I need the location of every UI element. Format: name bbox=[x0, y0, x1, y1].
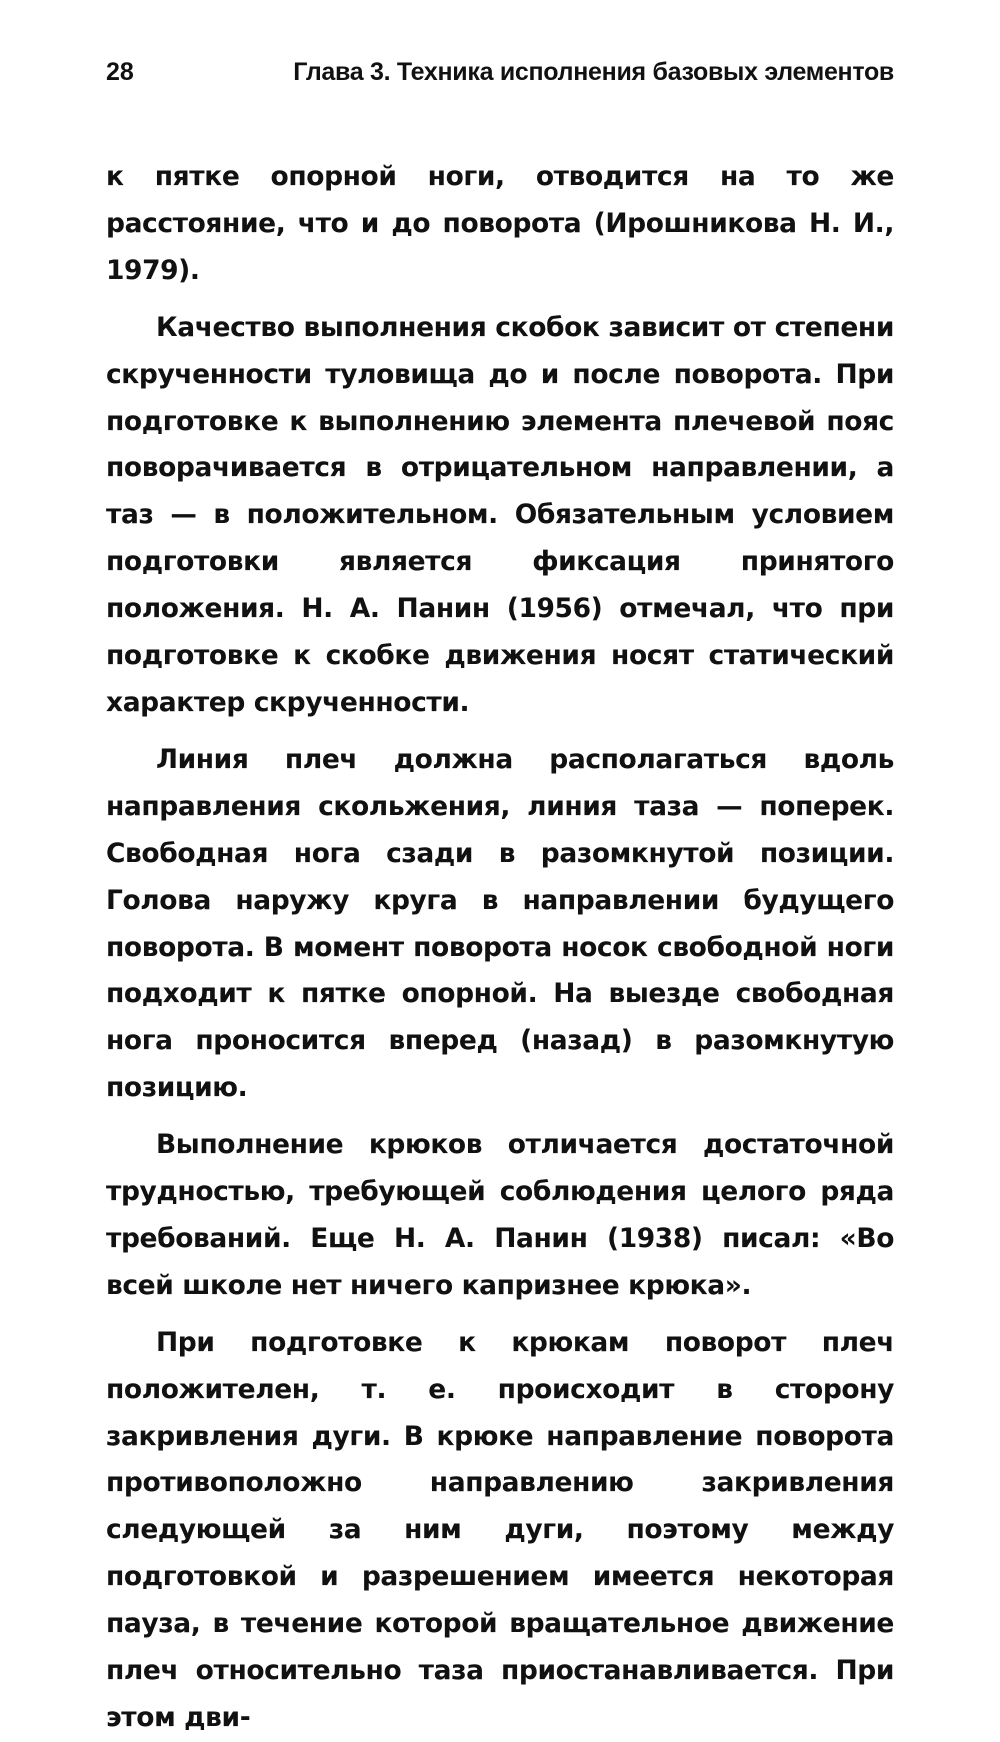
paragraph-brackets-quality: Качество выполнения скобок зависит от степени скрученности туловища до и после поворота. При подготовке к выполнению элемента плечевой пояс поворачивается в отрицательном направлении, а таз — в положительном. Обязательным условием подготовки является фиксация принятого положения. Н. А. Панин (1956) отмечал, что при подготовке к скобке движения носят статический характер скрученности. bbox=[106, 311, 894, 718]
chapter-title: Глава 3. Техника исполнения базовых элементов bbox=[293, 58, 894, 86]
page-number: 28 bbox=[106, 58, 134, 86]
book-page bbox=[106, 58, 894, 1742]
paragraph-hooks-difficulty: Выполнение крюков отличается достаточной трудностью, требующей соблюдения целого ряда требований. Еще Н. А. Панин (1938) писал: «Во всей школе нет ничего капризнее крюка». bbox=[106, 1129, 894, 1301]
paragraph-shoulder-line: Линия плеч должна располагаться вдоль направления скольжения, линия таза — поперек. Свободная нога сзади в разомкнутой позиции. Голова наружу круга в направлении будущего поворота. В момент поворота носок свободной ноги подходит к пятке опорной. На выезде свободная нога проносится вперед (назад) в разомкнутую позицию. bbox=[106, 743, 894, 1104]
running-head bbox=[106, 58, 894, 104]
paragraph-hooks-preparation: При подготовке к крюкам поворот плеч положителен, т. е. происходит в сторону закривления дуги. В крюке направление поворота противоположно направлению закривления следующей за ним дуги, поэтому между подготовкой и разрешением имеется некоторая пауза, в течение которой вращательное движение плеч относительно таза приостанавливается. При этом дви- bbox=[106, 1326, 894, 1733]
body-text bbox=[106, 154, 894, 1742]
paragraph-continuation: к пятке опорной ноги, отводится на то же расстояние, что и до поворота (Ирошникова Н. И., 1979). bbox=[106, 161, 894, 286]
